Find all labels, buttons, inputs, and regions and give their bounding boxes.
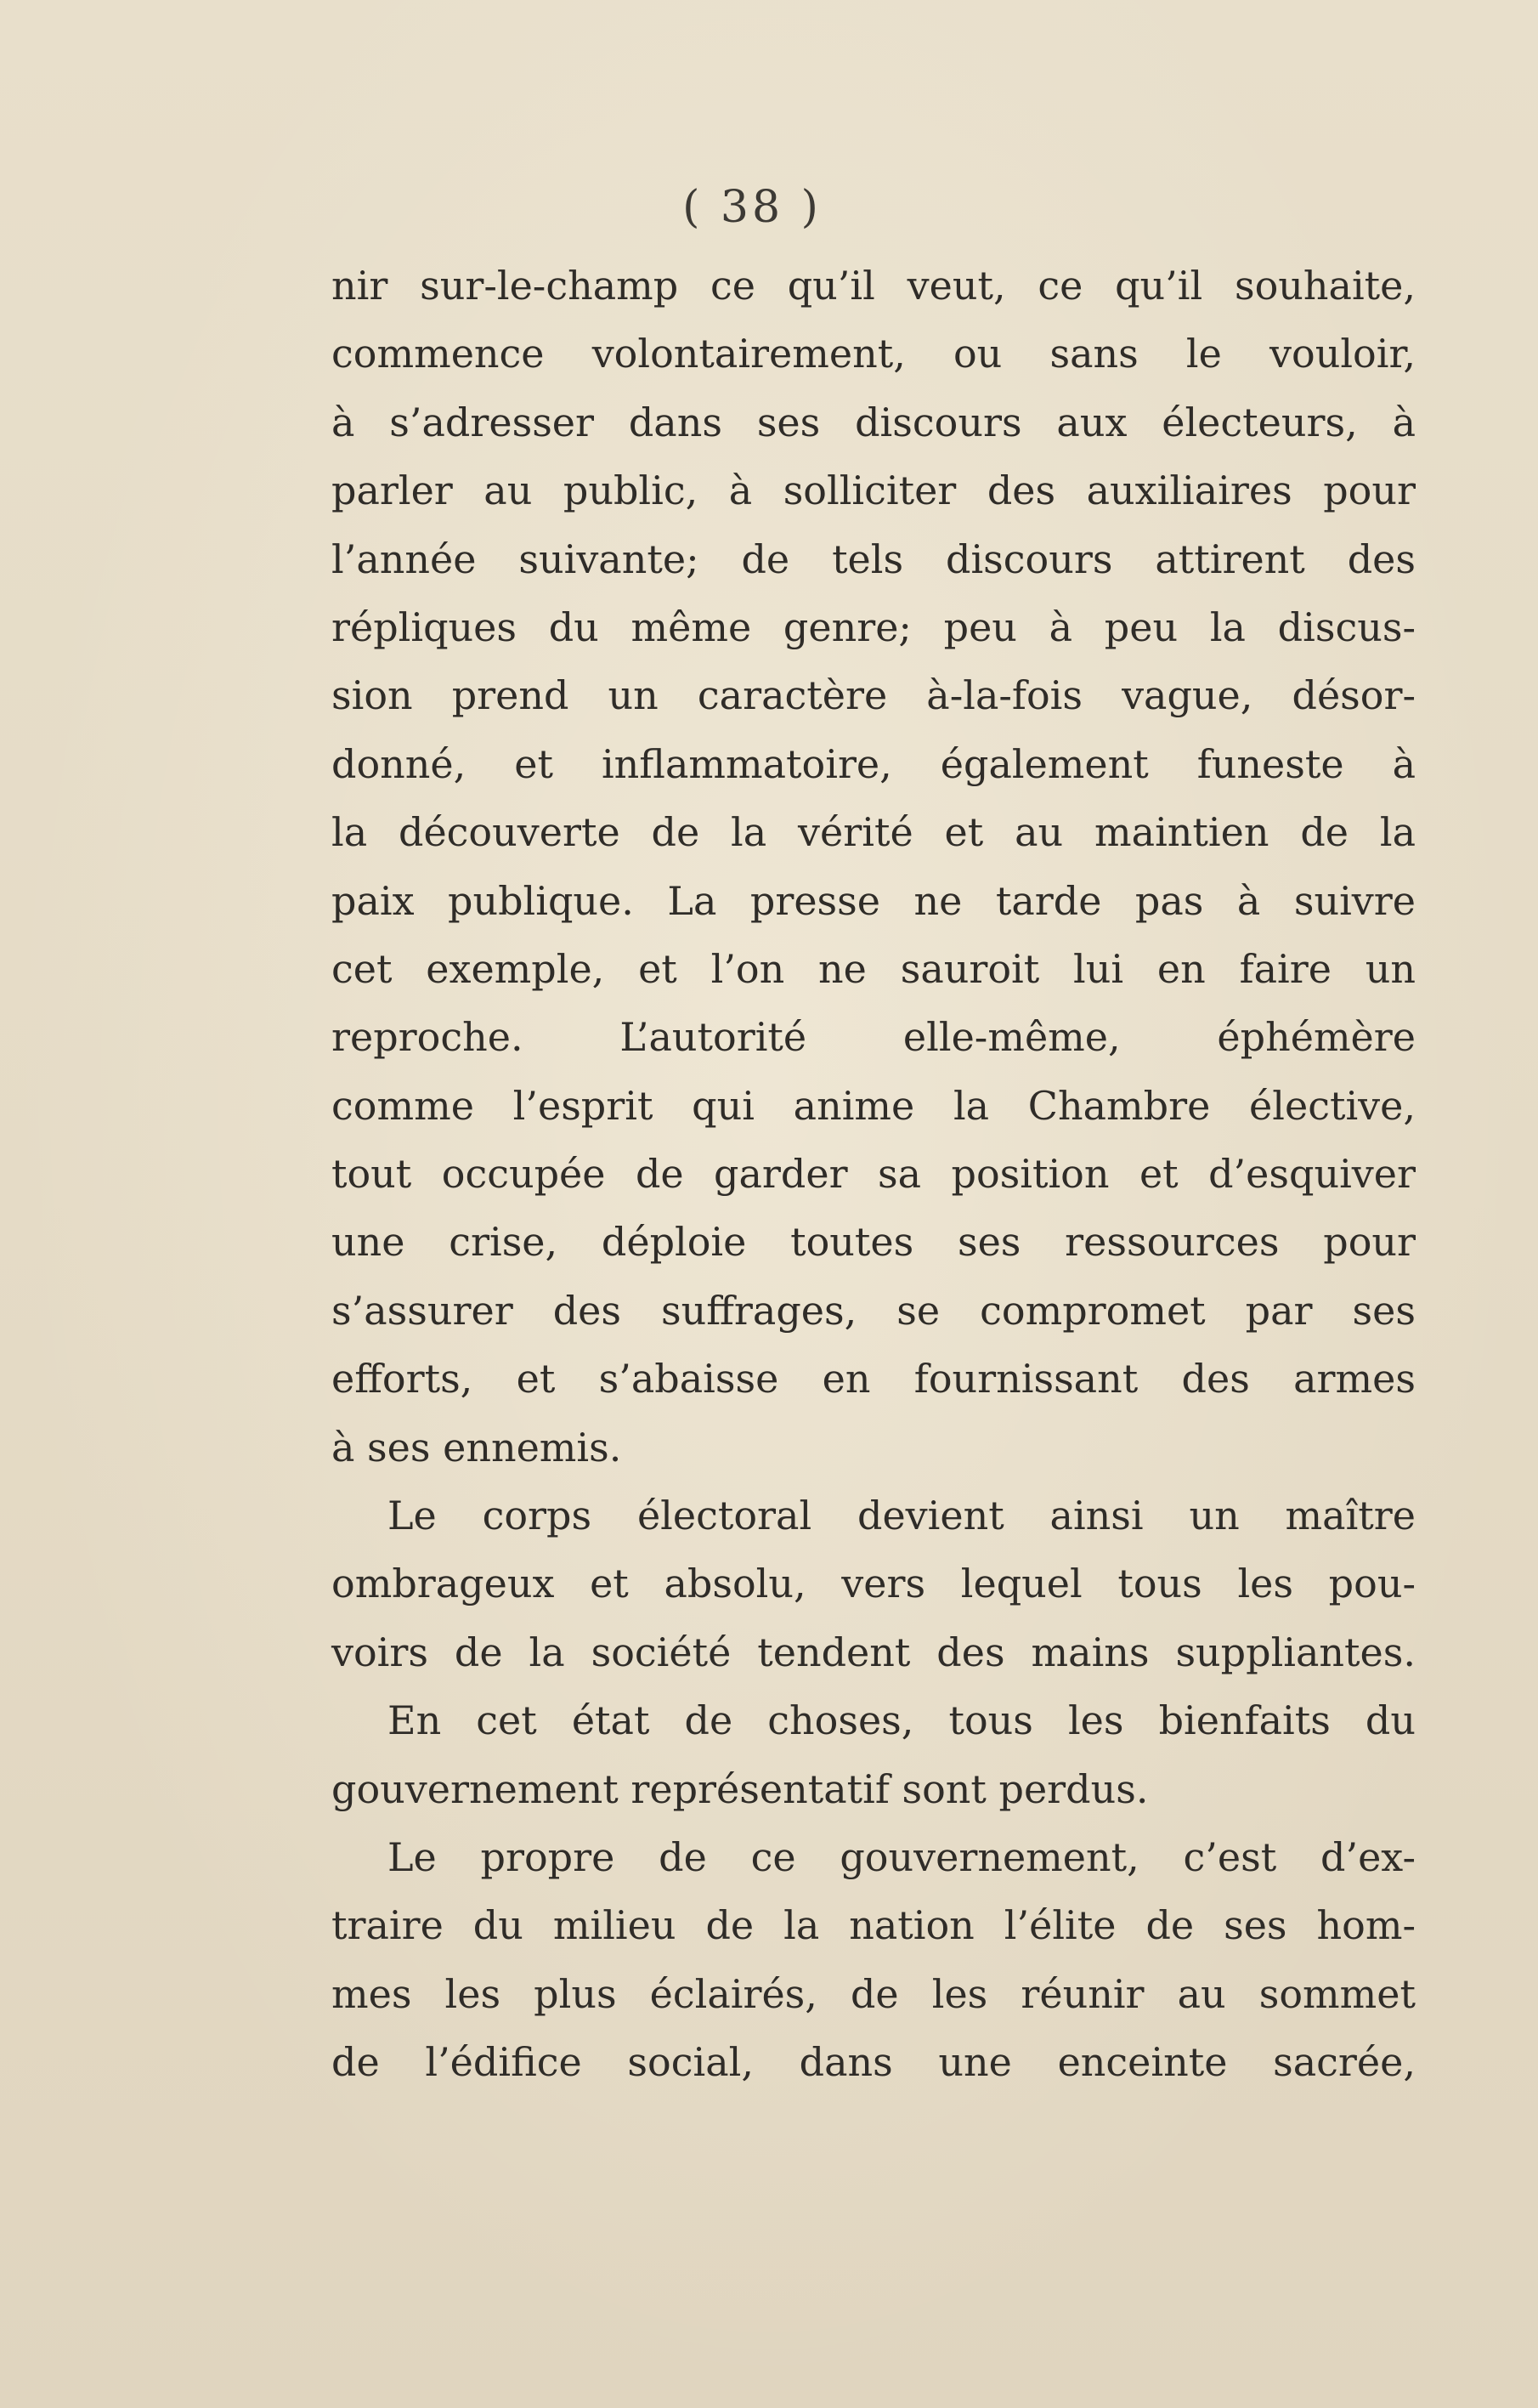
text-line: sion prend un caractère à-la-fois vague, désor-: [331, 672, 1416, 719]
paragraph-first-line: Le corps électoral devient ainsi un maître: [387, 1493, 1416, 1539]
text-line: l’année suivante; de tels discours attirent des: [331, 535, 1416, 582]
text-line: reproche. L’autorité elle-même, éphémère: [331, 1014, 1416, 1061]
text-line: parler au public, à solliciter des auxiliaires pour: [331, 467, 1416, 514]
text-line: traire du milieu de la nation l’élite de ses hom-: [331, 1902, 1416, 1949]
body-text: [331, 252, 1416, 2097]
text-line: efforts, et s’abaisse en fournissant des armes: [331, 1356, 1416, 1402]
text-line: comme l’esprit qui anime la Chambre élective,: [331, 1082, 1416, 1129]
text-line: de l’édifice social, dans une enceinte sacrée,: [331, 2039, 1416, 2086]
text-line: donné, et inflammatoire, également funeste à: [331, 740, 1416, 787]
text-line: une crise, déploie toutes ses ressources pour: [331, 1219, 1416, 1266]
text-line: à s’adresser dans ses discours aux électeurs, à: [331, 399, 1416, 445]
text-line: nir sur-le-champ ce qu’il veut, ce qu’il souhaite,: [331, 263, 1416, 309]
text-line: paix publique. La presse ne tarde pas à suivre: [331, 877, 1416, 924]
text-line: s’assurer des suffrages, se compromet par ses: [331, 1287, 1416, 1334]
paragraph-first-line: Le propre de ce gouvernement, c’est d’ex-: [387, 1833, 1416, 1880]
text-line: répliques du même genre; peu à peu la discus-: [331, 603, 1416, 650]
page-number: ( 38 ): [682, 182, 822, 233]
text-line: cet exemple, et l’on ne sauroit lui en faire un: [331, 945, 1416, 992]
text-line: tout occupée de garder sa position et d’esquiver: [331, 1151, 1416, 1198]
text-line: commence volontairement, ou sans le vouloir,: [331, 331, 1416, 377]
text-line: voirs de la société tendent des mains suppliantes.: [331, 1629, 1416, 1675]
paragraph-first-line: En cet état de choses, tous les bienfaits du: [387, 1697, 1416, 1744]
text-line: la découverte de la vérité et au maintien de la: [331, 809, 1416, 856]
text-line: à ses ennemis.: [331, 1424, 622, 1470]
text-line: gouvernement représentatif sont perdus.: [331, 1765, 1149, 1812]
text-line: mes les plus éclairés, de les réunir au sommet: [331, 1970, 1416, 2017]
text-line: ombrageux et absolu, vers lequel tous les pou-: [331, 1561, 1416, 1607]
